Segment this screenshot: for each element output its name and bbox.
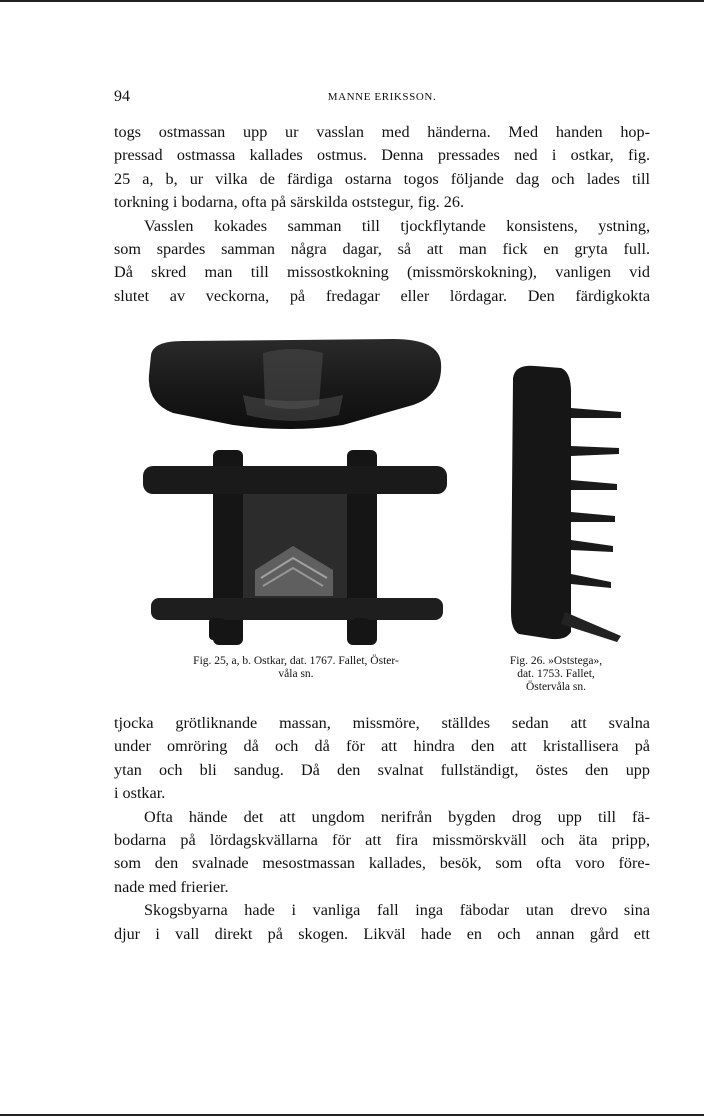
text-line: som den svalnade mesostmassan kallades, besök, som ofta voro före- xyxy=(114,854,650,873)
page-header xyxy=(114,88,650,110)
figure-25a-image xyxy=(143,335,447,435)
text-line: under omröring då och då för att hindra den att kristallisera på xyxy=(114,737,650,756)
text-line: Då skred man till missostkokning (missmörskokning), vanligen vid xyxy=(114,263,650,282)
figure-25-caption-line: Fig. 25, a, b. Ostkar, dat. 1767. Fallet, Öster- xyxy=(193,655,399,667)
page-bottom-rule xyxy=(0,1114,704,1116)
figure-25-caption-line: våla sn. xyxy=(278,668,314,680)
body-text-bottom xyxy=(114,712,650,946)
text-line: pressad ostmassa kallades ostmus. Denna pressades ned i ostkar, fig. xyxy=(114,146,650,165)
text-line: djur i vall direkt på skogen. Likväl hade en och annan gård ett xyxy=(114,924,650,943)
figure-26-caption xyxy=(486,655,626,694)
text-line: Vasslen kokades samman till tjockflytande konsistens, ystning, xyxy=(144,216,650,235)
text-line: i ostkar. xyxy=(114,784,166,803)
running-head: MANNE ERIKSSON. xyxy=(327,91,437,103)
text-line: som spardes samman några dagar, så att man fick en gryta full. xyxy=(114,240,650,259)
text-line: 25 a, b, ur vilka de färdiga ostarna togos följande dag och lades till xyxy=(114,169,650,188)
text-line: tjocka grötliknande massan, missmöre, ställdes sedan att svalna xyxy=(114,714,650,732)
figure-26-image xyxy=(505,362,627,647)
page-top-rule xyxy=(0,0,704,2)
page-number: 94 xyxy=(114,88,130,105)
text-line: togs ostmassan upp ur vasslan med händerna. Med handen hop- xyxy=(114,123,650,141)
text-line: slutet av veckorna, på fredagar eller lördagar. Den färdigkokta xyxy=(114,286,650,305)
text-line: nade med frierier. xyxy=(114,877,229,896)
text-line: torkning i bodarna, ofta på särskilda oststegur, fig. 26. xyxy=(114,193,465,212)
text-line: Ofta hände det att ungdom nerifrån bygden drog upp till fä- xyxy=(144,807,650,826)
figure-26-caption-line: Östervåla sn. xyxy=(525,681,587,693)
text-line: bodarna på lördagskvällarna för att fira missmörskväll och äta pripp, xyxy=(114,831,650,850)
figure-25-caption xyxy=(141,655,451,681)
text-line: Skogsbyarna hade i vanliga fall inga fäbodar utan drevo sina xyxy=(144,901,650,920)
body-text-top xyxy=(114,121,650,308)
figure-25b-image xyxy=(143,450,447,645)
figure-26-caption-line: dat. 1753. Fallet, xyxy=(517,668,595,680)
figure-26-caption-line: Fig. 26. »Oststega», xyxy=(509,655,603,667)
text-line: ytan och bli sandug. Då den svalnat fullständigt, östes den upp xyxy=(114,760,650,779)
